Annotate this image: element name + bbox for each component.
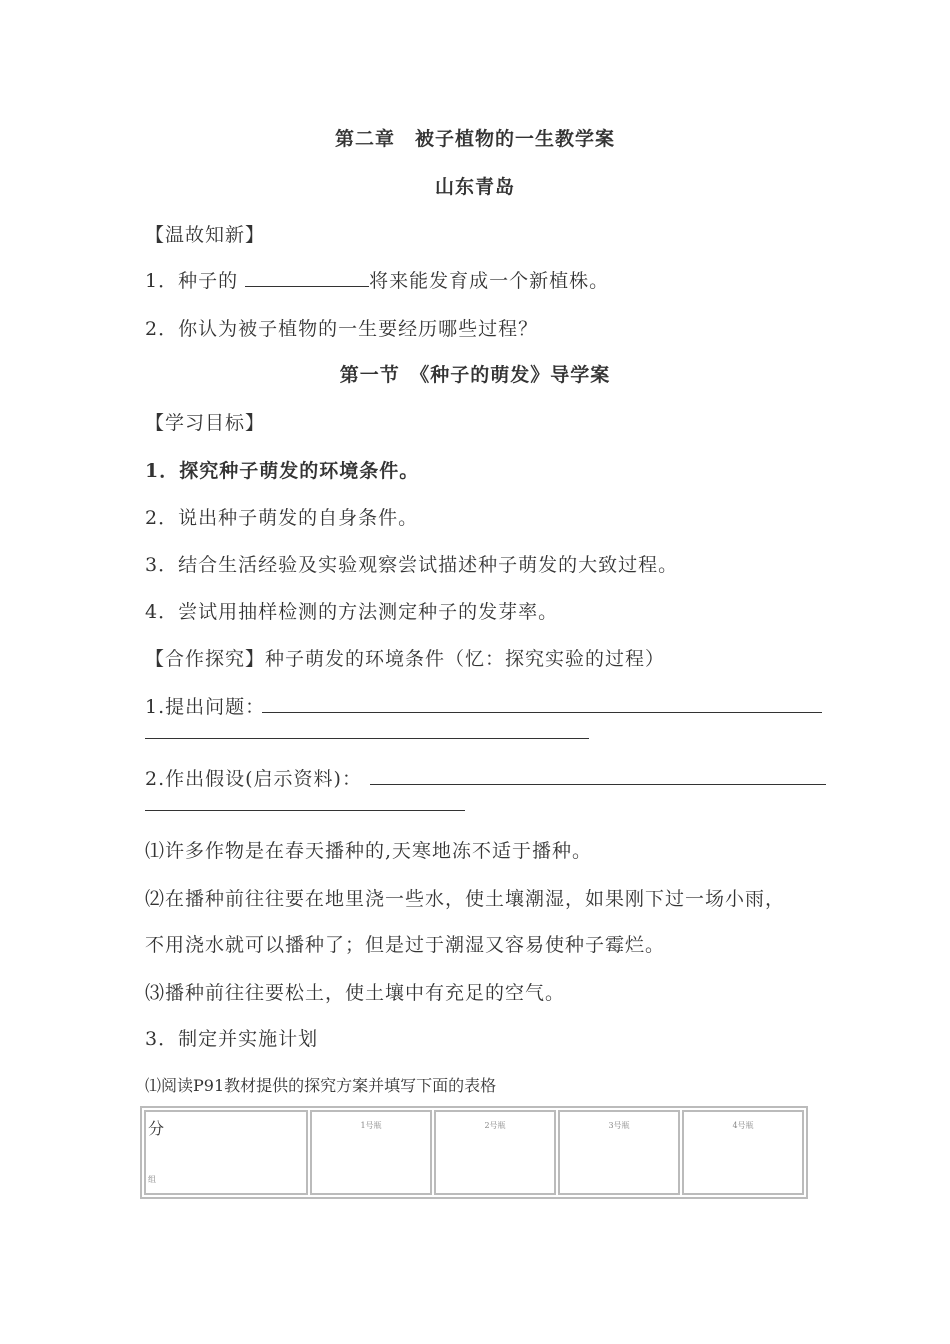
bottle-header: 2号瓶 (484, 1121, 506, 1130)
bottle-4-cell[interactable] (682, 1110, 804, 1195)
objective-item: 1．探究种子萌发的环境条件。 (145, 460, 420, 482)
review-question-2: 2．你认为被子植物的一生要经历哪些过程？ (145, 318, 539, 340)
hint-item: ⑴许多作物是在春天播种的,天寒地冻不适于播种。 (145, 840, 593, 862)
bottle-1-cell[interactable] (310, 1110, 432, 1195)
answer-line[interactable] (262, 712, 822, 713)
step3-label: 3．制定并实施计划 (145, 1028, 319, 1050)
hint-item: ⑵在播种前往往要在地里浇一些水，使土壤潮湿，如果刚下过一场小雨， (145, 888, 786, 910)
hint-item: ⑶播种前往往要松土，使土壤中有充足的空气。 (145, 982, 566, 1004)
review-heading: 【温故知新】 (145, 224, 266, 246)
page-subtitle: 山东青岛 (434, 176, 515, 198)
review-question-1 (145, 266, 609, 293)
objective-item: 3．结合生活经验及实验观察尝试描述种子萌发的大致过程。 (145, 554, 679, 576)
bottle-header: 3号瓶 (608, 1121, 630, 1130)
bottle-3-cell[interactable] (558, 1110, 680, 1195)
section-title: 第一节 《种子的萌发》导学案 (339, 364, 611, 386)
step2-label: 2.作出假设(启示资料)： (145, 768, 362, 790)
answer-line[interactable] (145, 810, 465, 811)
objective-item: 4．尝试用抽样检测的方法测定种子的发芽率。 (145, 601, 559, 623)
bottle-header: 4号瓶 (732, 1121, 754, 1130)
group-label-top: 分 (148, 1119, 165, 1138)
plan-table (140, 1106, 808, 1199)
fill-in-blank[interactable] (245, 266, 369, 287)
step1-label: 1.提出问题： (145, 696, 266, 718)
review-q1-suffix: 将来能发育成一个新植株。 (369, 270, 610, 292)
page-title: 第二章 被子植物的一生教学案 (334, 128, 615, 150)
answer-line[interactable] (370, 784, 826, 785)
objective-item: 2．说出种子萌发的自身条件。 (145, 507, 419, 529)
step3-sub-instruction: ⑴阅读P91教材提供的探究方案并填写下面的表格 (145, 1076, 497, 1095)
cooperate-heading: 【合作探究】种子萌发的环境条件（忆：探究实验的过程） (145, 648, 666, 670)
answer-line[interactable] (145, 738, 589, 739)
bottle-header: 1号瓶 (360, 1121, 382, 1130)
review-q1-prefix: 1．种子的 (145, 270, 246, 292)
group-cell[interactable] (144, 1110, 308, 1195)
objectives-heading: 【学习目标】 (145, 412, 266, 434)
bottle-2-cell[interactable] (434, 1110, 556, 1195)
hint-item-continued: 不用浇水就可以播种了；但是过于潮湿又容易使种子霉烂。 (145, 934, 666, 956)
table-row (144, 1110, 804, 1195)
group-label-bottom: 组 (148, 1175, 156, 1184)
